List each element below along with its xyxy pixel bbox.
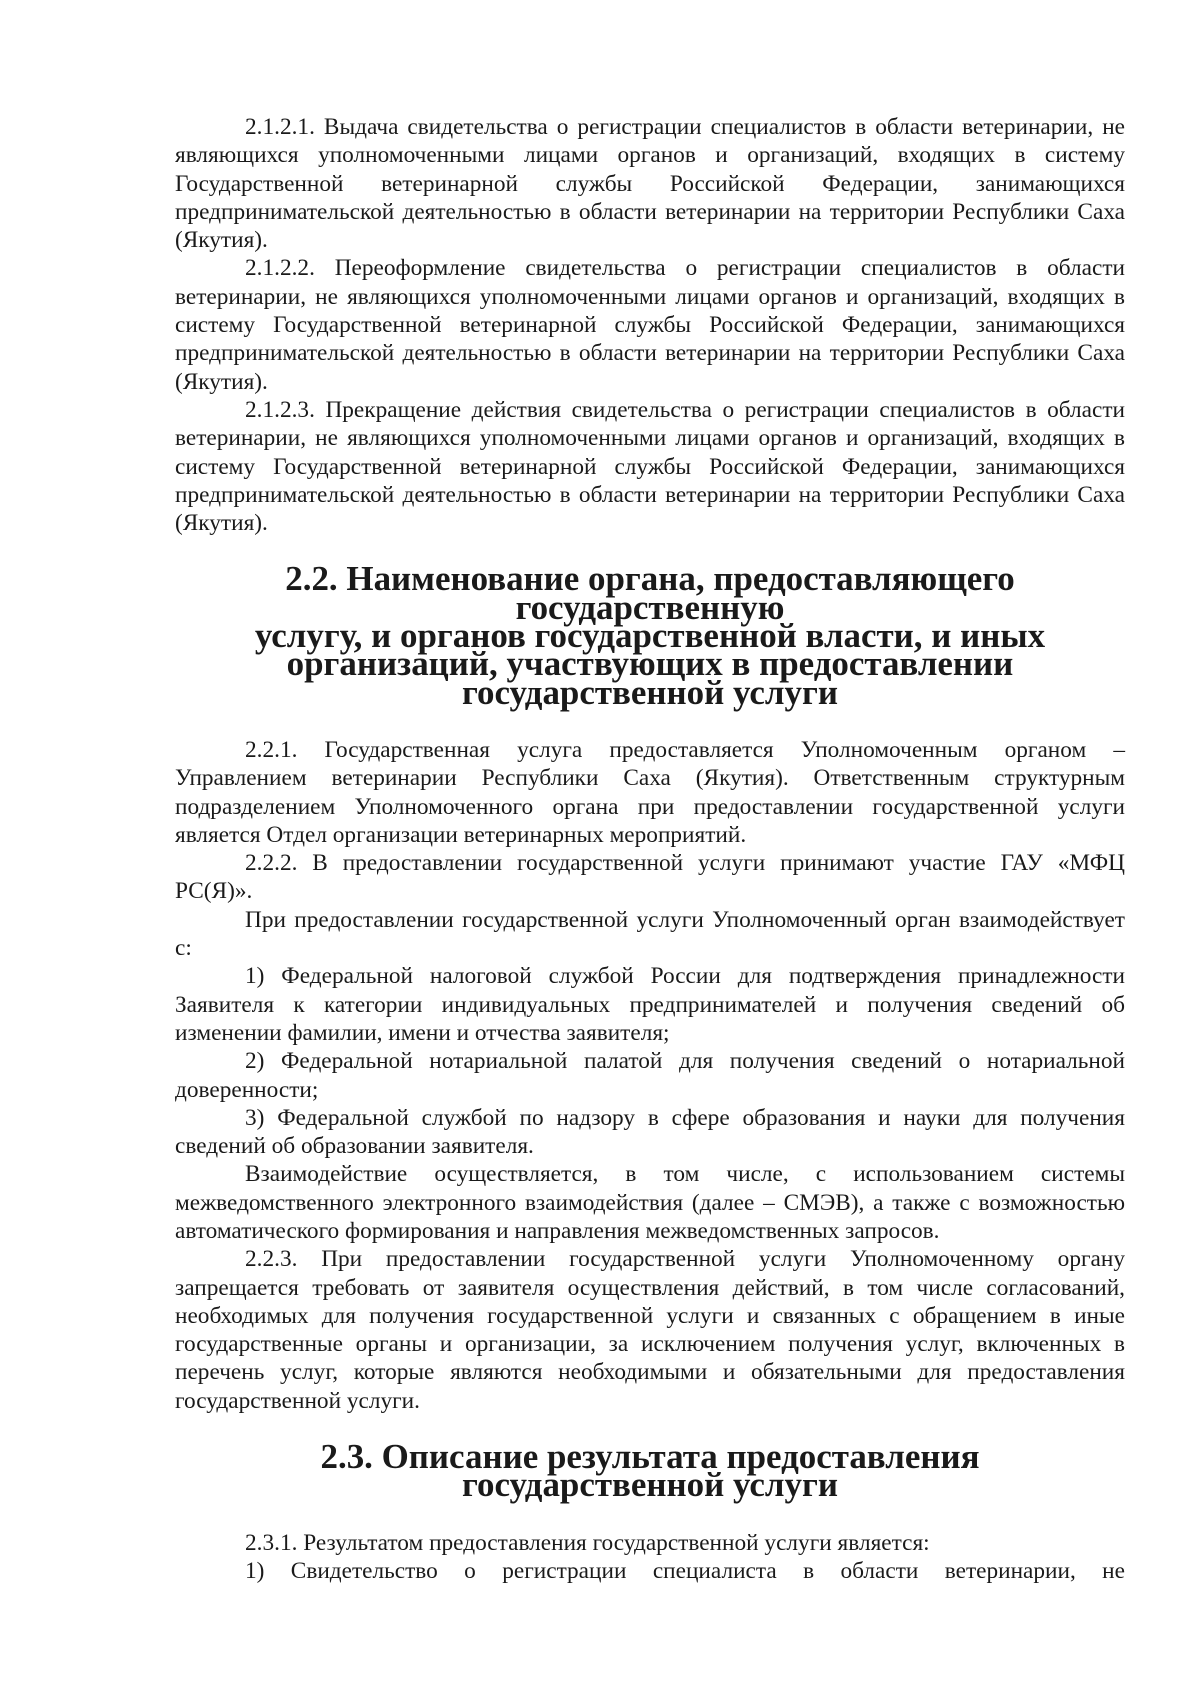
spacer — [175, 1500, 1125, 1529]
heading-line: государственной услуги — [462, 1465, 838, 1505]
heading-line: организаций, участвующих в предоставлении — [286, 644, 1014, 684]
heading-line: 2.2. Наименование органа, предоставляющего государственную — [285, 559, 1015, 627]
paragraph-smev: Взаимодействие осуществляется, в том числе, с использованием системы межведомственного электронного взаимодействия (далее – СМЭВ), а также с возможностью автоматического формирования и направления межведомственных запросов. — [175, 1161, 1125, 1244]
paragraph-2-2-3: 2.2.3. При предоставлении государственной услуги Уполномоченному органу запрещается требовать от заявителя осуществления действий, в том числе согласований, необходимых для получения государственной услуги и связанных с обращением в иные государственные органы и организации, за исключением получения услуг, включенных в перечень услуг, которые являются необходимыми и обязательными для предоставления государственной услуги. — [175, 1246, 1125, 1414]
paragraph-interaction-intro: При предоставлении государственной услуги Уполномоченный орган взаимодействует с: — [175, 906, 1125, 962]
section-heading-2-2 — [175, 559, 1125, 712]
list-item-2: 2) Федеральной нотариальной палатой для получения сведений о нотариальной доверенности; — [175, 1048, 1125, 1103]
paragraph-2-1-2-2: 2.1.2.2. Переоформление свидетельства о регистрации специалистов в области ветеринарии, не являющихся уполномоченными лицами органов и организаций, входящих в систему Государственной ветеринарной службы Российской Федерации, занимающихся предпринимательской деятельностью в области ветеринарии на территории Республики Саха (Якутия). — [175, 255, 1125, 395]
paragraph-2-2-1: 2.2.1. Государственная услуга предоставляется Уполномоченным органом – Управлением ветеринарии Республики Саха (Якутия). Ответственным структурным подразделением Уполномоченного органа при предоставлении государственной услуги является Отдел организации ветеринарных мероприятий. — [175, 736, 1125, 848]
heading-line: услугу, и органов государственной власти, и иных — [254, 616, 1046, 656]
paragraph-2-3-1: 2.3.1. Результатом предоставления государственной услуги является: — [245, 1529, 930, 1556]
heading-line: 2.3. Описание результата предоставления — [320, 1437, 980, 1477]
list-item-3: 3) Федеральной службой по надзору в сфере образования и науки для получения сведений об образовании заявителя. — [175, 1104, 1125, 1160]
heading-line: государственной услуги — [462, 672, 838, 712]
section-heading-2-3 — [175, 1437, 1125, 1505]
document-page — [175, 113, 1125, 1585]
list-item-1: 1) Федеральной налоговой службой России для подтверждения принадлежности Заявителя к категории индивидуальных предпринимателей и получения сведений об изменении фамилии, имени и отчества заявителя; — [175, 963, 1125, 1046]
paragraph-2-1-2-3: 2.1.2.3. Прекращение действия свидетельства о регистрации специалистов в области ветеринарии, не являющихся уполномоченными лицами органов и организаций, входящих в систему Государственной ветеринарной службы Российской Федерации, занимающихся предпринимательской деятельностью в области ветеринарии на территории Республики Саха (Якутия). — [175, 396, 1125, 537]
paragraph-2-2-2: 2.2.2. В предоставлении государственной услуги принимают участие ГАУ «МФЦ РС(Я)». — [175, 850, 1125, 905]
list-item-result-1: 1) Свидетельство о регистрации специалиста в области ветеринарии, не — [245, 1557, 1125, 1584]
paragraph-2-1-2-1: 2.1.2.1. Выдача свидетельства о регистрации специалистов в области ветеринарии, не являющихся уполномоченными лицами органов и организаций, входящих в систему Государственной ветеринарной службы Российской Федерации, занимающихся предпринимательской деятельностью в области ветеринарии на территории Республики Саха (Якутия). — [175, 114, 1125, 254]
